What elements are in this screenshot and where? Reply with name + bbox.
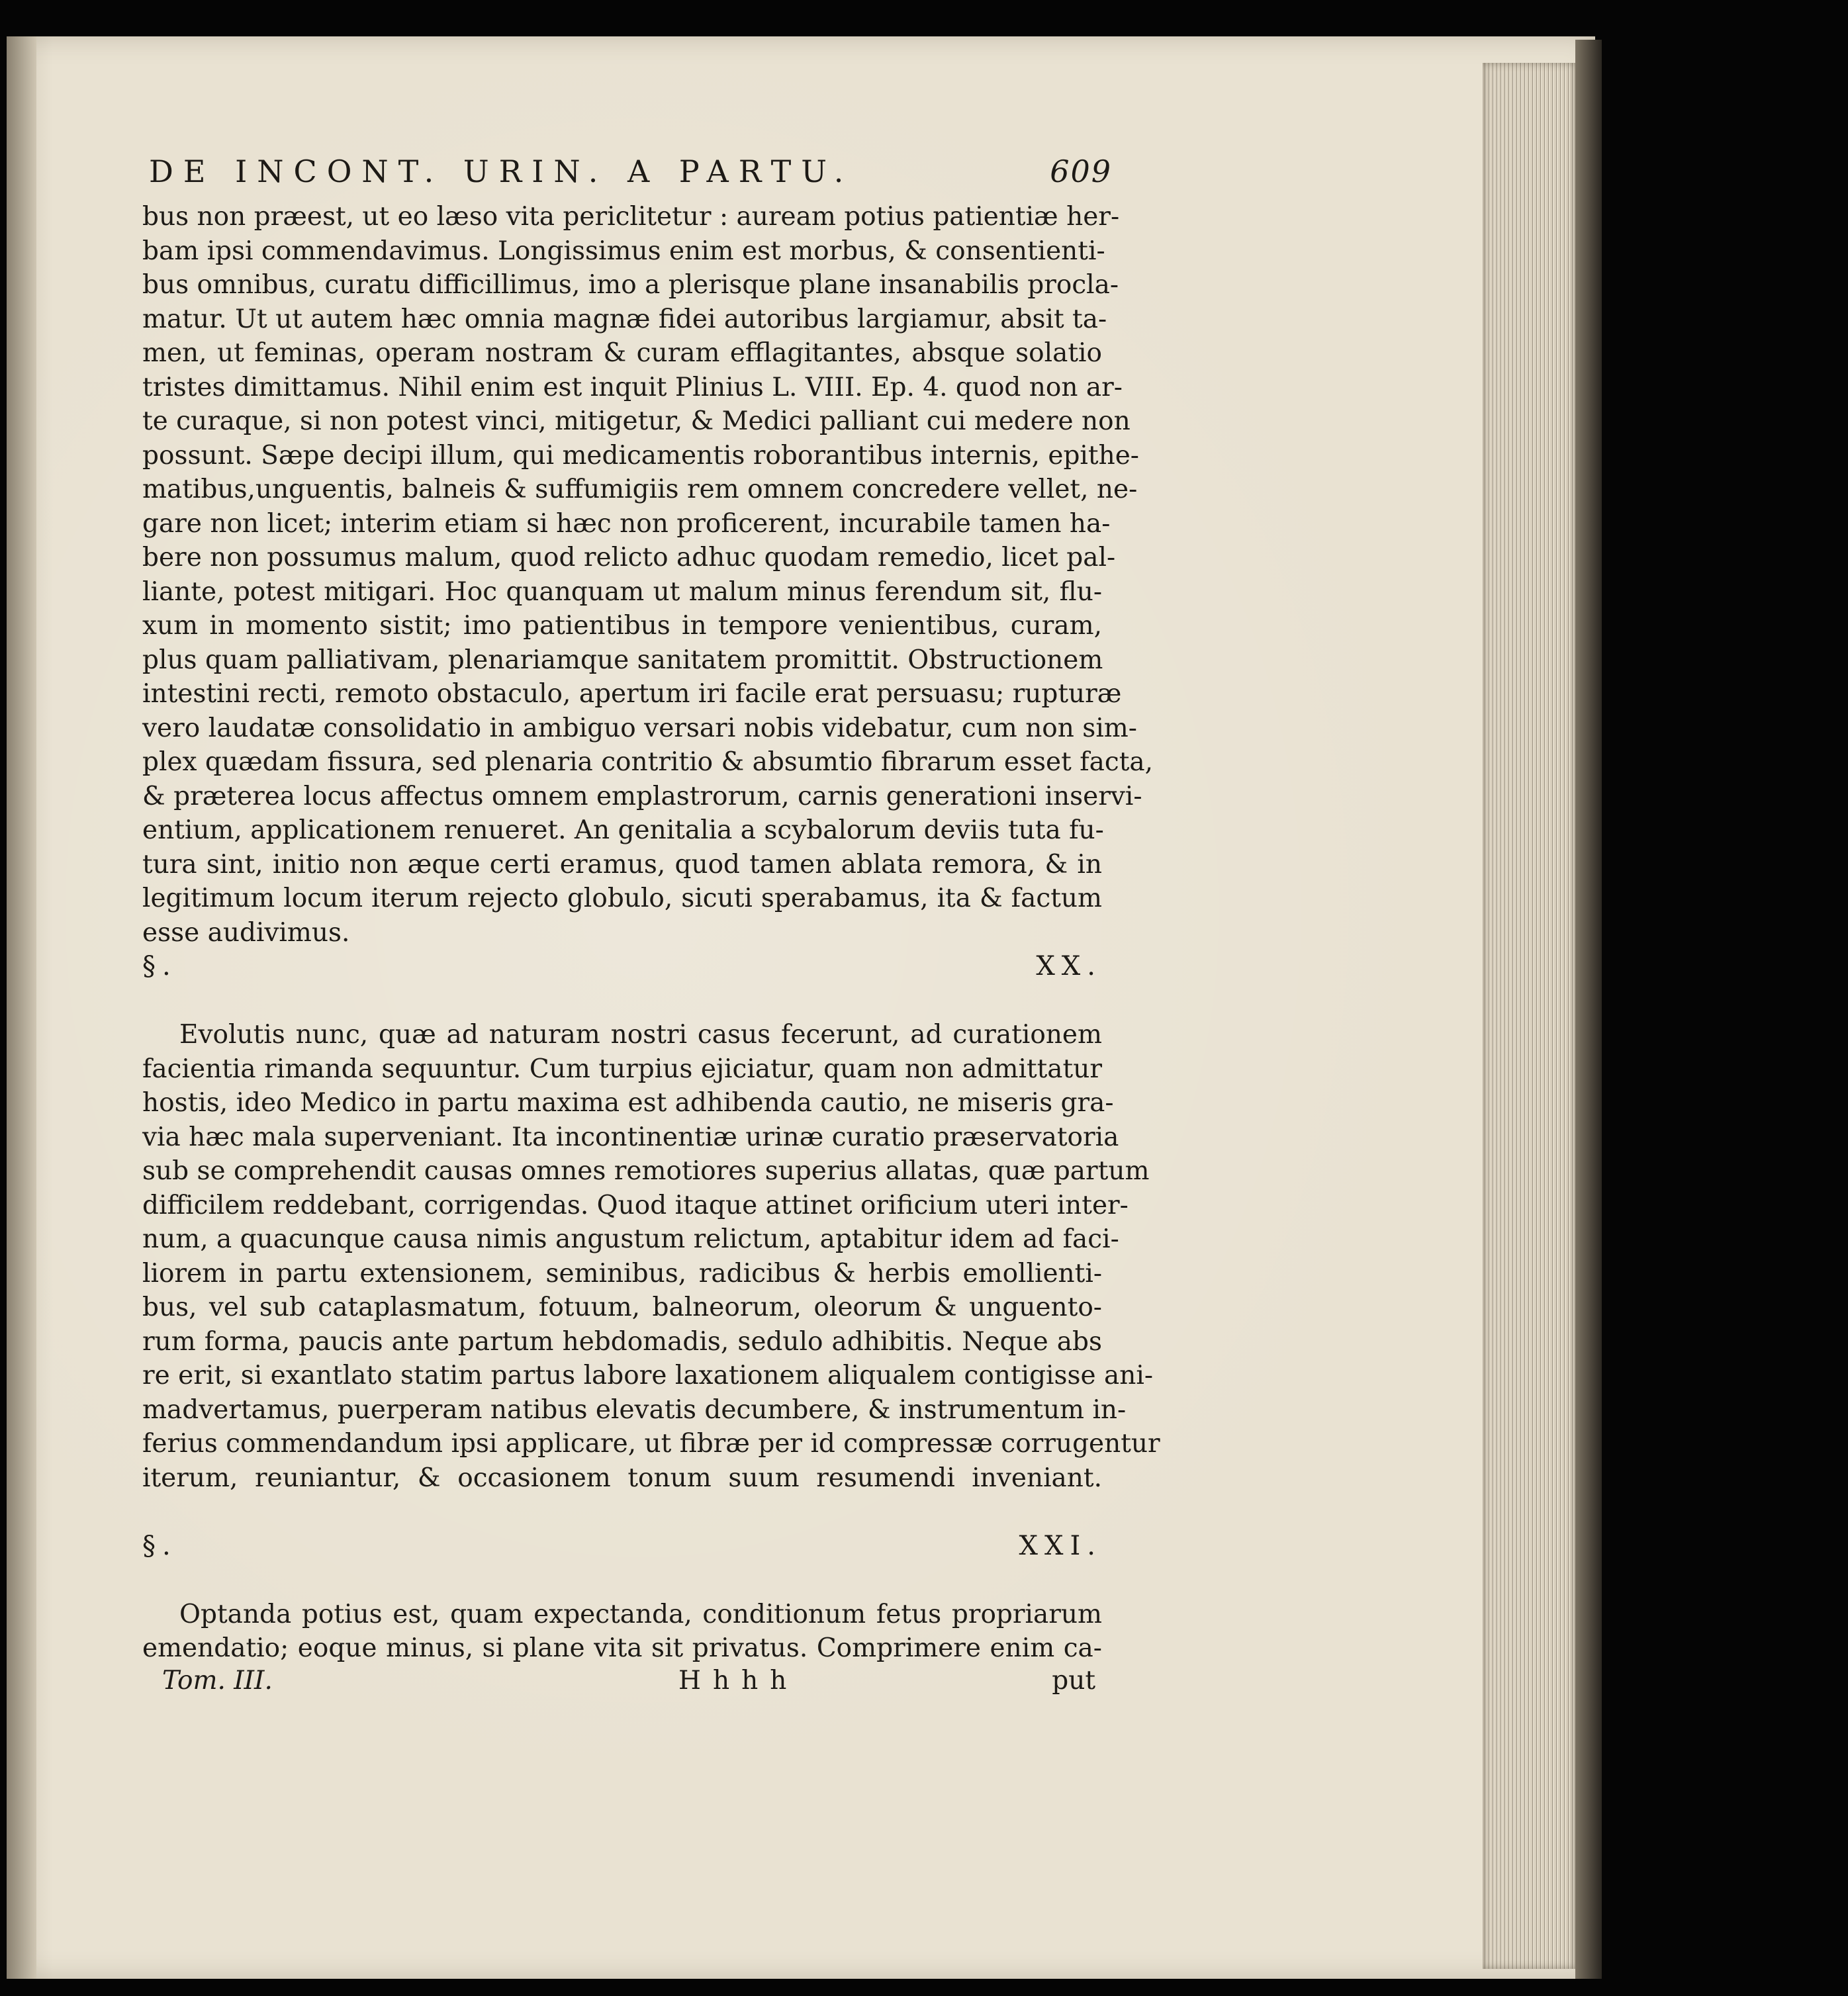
text-line: plus quam palliativam, plenariamque sanitatem promittit. Obstructionem	[142, 645, 1103, 675]
text-line: re erit, si exantlato statim partus labore laxationem aliqualem contigisse ani-	[142, 1361, 1154, 1390]
text-line: esse audivimus.	[142, 917, 350, 948]
text-line: Optanda potius est, quam expectanda, conditionum fetus propriarum	[179, 1599, 1102, 1629]
catchword: put	[1052, 1665, 1095, 1696]
text-line: possunt. Sæpe decipi illum, qui medicamentis roborantibus internis, epithe-	[142, 440, 1139, 471]
section-gap	[142, 984, 1102, 1019]
body-text	[142, 200, 1160, 1666]
text-line: num, a quacunque causa nimis angustum relictum, aptabitur idem ad faci-	[142, 1224, 1119, 1254]
page-gutter-shadow	[7, 36, 36, 1979]
book-edge-shadow	[1575, 40, 1602, 1979]
text-line: matur. Ut ut autem hæc omnia magnæ fidei autoribus largiamur, absit ta-	[142, 304, 1107, 334]
text-line: intestini recti, remoto obstaculo, apertum iri facile erat persuasu; rupturæ	[142, 679, 1122, 709]
text-line: bus, vel sub cataplasmatum, fotuum, balneorum, oleorum & unguento-	[142, 1293, 1102, 1322]
text-line: via hæc mala superveniant. Ita incontinentiæ urinæ curatio præservatoria	[142, 1122, 1119, 1152]
section-gap	[142, 1563, 1102, 1598]
section-heading-xxi: §. XXI.	[142, 1530, 1102, 1561]
page-content	[142, 154, 1160, 1700]
text-line: difficilem reddebant, corrigendas. Quod itaque attinet orificium uteri inter-	[142, 1190, 1129, 1220]
text-line: bus non præest, ut eo læso vita periclitetur : auream potius patientiæ her-	[142, 202, 1120, 232]
text-line: & præterea locus affectus omnem emplastrorum, carnis generationi inservi-	[142, 781, 1142, 811]
running-head	[142, 154, 1112, 200]
section-gap	[142, 1495, 1102, 1529]
text-line: ferius commendandum ipsi applicare, ut fibræ per id compressæ corrugentur	[142, 1429, 1160, 1459]
text-line: tristes dimittamus. Nihil enim est inquit Plinius L. VIII. Ep. 4. quod non ar-	[142, 372, 1123, 402]
text-line: hostis, ideo Medico in partu maxima est adhibenda cautio, ne miseris gra-	[142, 1088, 1114, 1118]
text-line: liante, potest mitigari. Hoc quanquam ut malum minus ferendum sit, flu-	[142, 576, 1102, 607]
text-line: bam ipsi commendavimus. Longissimus enim est morbus, & consentienti-	[142, 236, 1105, 266]
text-line: emendatio; eoque minus, si plane vita sit privatus. Comprimere enim ca-	[142, 1633, 1102, 1663]
text-line: liorem in partu extensionem, seminibus, radicibus & herbis emollienti-	[142, 1258, 1102, 1289]
text-line: te curaque, si non potest vinci, mitigetur, & Medici palliant cui medere non	[142, 406, 1131, 436]
text-line: men, ut feminas, operam nostram & curam efflagitantes, absque solatio	[142, 338, 1102, 368]
page-footer	[142, 1666, 1102, 1700]
paragraph-1	[142, 200, 1154, 950]
text-line: gare non licet; interim etiam si hæc non proficerent, incurabile tamen ha-	[142, 508, 1111, 539]
text-line: bere non possumus malum, quod relicto adhuc quodam remedio, licet pal-	[142, 543, 1116, 572]
text-line: matibus,unguentis, balneis & suffumigiis rem omnem concredere vellet, ne-	[142, 475, 1138, 504]
text-line: legitimum locum iterum rejecto globulo, sicuti sperabamus, ita & factum	[142, 884, 1102, 913]
text-line: sub se comprehendit causas omnes remotiores superius allatas, quæ partum	[142, 1156, 1150, 1186]
text-line: plex quædam fissura, sed plenaria contritio & absumtio fibrarum esset facta,	[142, 747, 1154, 777]
text-line: iterum, reuniantur, & occasionem tonum suum resumendi inveniant.	[142, 1463, 1102, 1493]
text-line: rum forma, paucis ante partum hebdomadis, sedulo adhibitis. Neque abs	[142, 1326, 1102, 1357]
page-edges	[1483, 63, 1575, 1969]
paragraph-2	[142, 1018, 1160, 1495]
text-line: madvertamus, puerperam natibus elevatis decumbere, & instrumentum in-	[142, 1394, 1127, 1425]
text-line: entium, applicationem renueret. An genitalia a scybalorum deviis tuta fu-	[142, 815, 1104, 845]
section-heading-xx: §. XX.	[142, 951, 1102, 981]
signature-mark: Hhhh	[678, 1665, 799, 1696]
text-line: xum in momento sistit; imo patientibus in tempore venientibus, curam,	[142, 611, 1102, 641]
text-line: bus omnibus, curatu difficillimus, imo a plerisque plane insanabilis procla-	[142, 270, 1119, 300]
running-title: DE INCONT. URIN. A PARTU.	[149, 154, 854, 189]
text-line: tura sint, initio non æque certi eramus, quod tamen ablata remora, & in	[142, 849, 1102, 880]
text-line: vero laudatæ consolidatio in ambiguo versari nobis videbatur, cum non sim-	[142, 713, 1137, 743]
text-line: Evolutis nunc, quæ ad naturam nostri casus fecerunt, ad curationem	[179, 1020, 1102, 1050]
page-number: 609	[1050, 154, 1112, 189]
volume-number: Tom. III.	[162, 1665, 273, 1696]
text-line: facientia rimanda sequuntur. Cum turpius ejiciatur, quam non admittatur	[142, 1054, 1102, 1084]
paragraph-3	[142, 1598, 1102, 1666]
